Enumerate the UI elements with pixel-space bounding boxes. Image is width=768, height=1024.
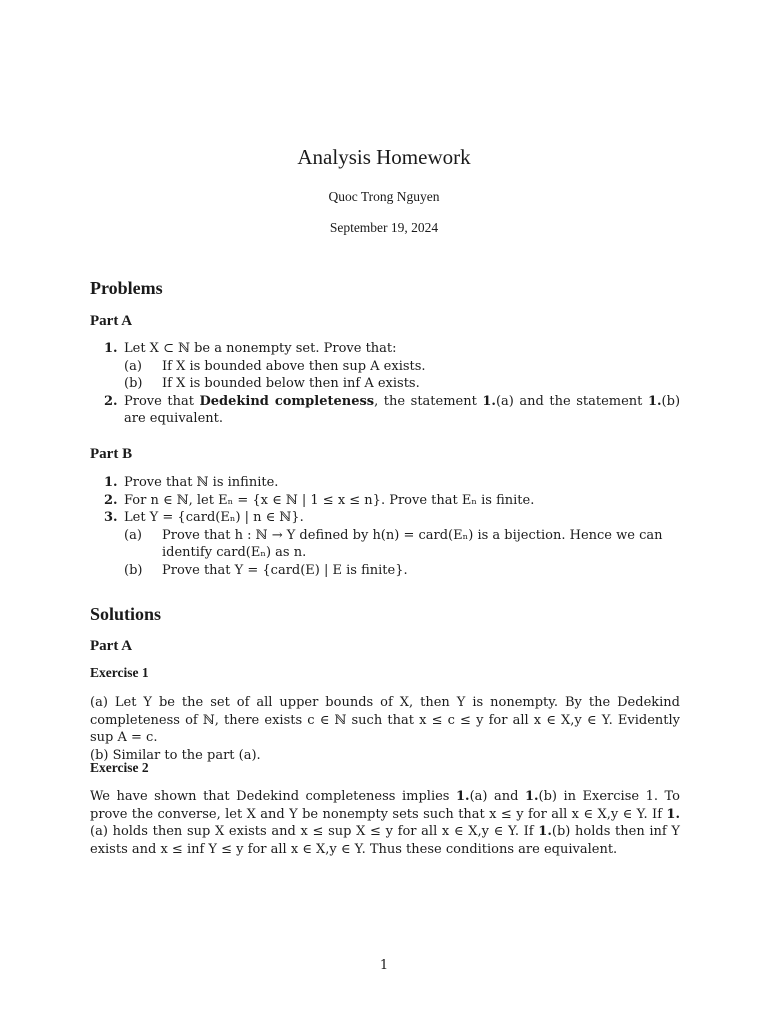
list-subitem [90, 562, 680, 580]
document-date: September 19, 2024 [329, 220, 439, 235]
subitem-label: (b) [124, 376, 143, 391]
subsection-heading-part-b: Part B [90, 446, 133, 462]
item-number: 2. [104, 492, 118, 508]
text-run: (b) holds then inf Y exists and x ≤ inf Y ≤ y for all x ∈ X,y ∈ Y. Thus these conditions are equivalent. [90, 824, 680, 857]
subitem-label: (a) [124, 527, 142, 543]
cross-ref: 1. [647, 393, 662, 409]
text-run: (b) in Exercise 1. To prove the converse, let X and Y be nonempty sets such that x ≤ y for all x ∈ X,y ∈ Y. If [90, 789, 680, 822]
item-text: Prove that [124, 393, 200, 409]
list-subitem [90, 527, 680, 562]
section-heading-problems: Problems [90, 278, 163, 298]
item-text: , the statement [374, 393, 483, 409]
item-number: 1. [104, 475, 118, 490]
exercise-2-heading: Exercise 2 [90, 760, 149, 775]
part-b-problem-list [90, 474, 680, 579]
item-number: 3. [104, 510, 118, 525]
cross-ref: 1. [482, 393, 496, 409]
exercise-1-heading: Exercise 1 [90, 665, 149, 680]
subitem-text: If X is bounded above then sup A exists. [162, 358, 426, 374]
list-subitem [90, 358, 680, 376]
list-subitem [90, 375, 680, 393]
document-author: Quoc Trong Nguyen [328, 189, 440, 204]
item-text: Let Y = {card(Eₙ) | n ∈ ℕ}. [124, 510, 304, 525]
item-text: (a) and the statement [495, 393, 648, 409]
part-a-problem-list [90, 340, 680, 428]
item-text: Prove that ℕ is infinite. [124, 475, 279, 490]
item-number: 1. [104, 341, 118, 356]
subitem-text: Prove that h : ℕ → Y defined by h(n) = card(Eₙ) is a bijection. Hence we can identify card(Eₙ) as n. [162, 527, 663, 560]
list-item [90, 340, 680, 358]
subitem-label: (a) [124, 358, 142, 374]
exercise-1-solution [90, 694, 680, 764]
subitem-text: If X is bounded below then inf A exists. [162, 376, 420, 391]
term-dedekind-completeness: Dedekind completeness [199, 393, 375, 409]
list-item [90, 509, 680, 527]
subsection-heading-solutions-part-a: Part A [90, 638, 133, 654]
cross-ref: 1. [666, 806, 680, 822]
cross-ref: 1. [538, 824, 552, 839]
text-run: (a) and [469, 789, 525, 804]
text-run: We have shown that Dedekind completeness implies [90, 789, 456, 804]
paragraph: (b) Similar to the part (a). [90, 747, 261, 763]
cross-ref: 1. [524, 789, 539, 804]
section-heading-solutions: Solutions [90, 604, 162, 624]
list-item [90, 474, 680, 492]
page-number: 1 [379, 958, 389, 973]
list-item [90, 393, 680, 428]
subitem-text: Prove that Y = {card(E) | E is finite}. [162, 562, 408, 578]
item-text: Let X ⊂ ℕ be a nonempty set. Prove that: [124, 341, 397, 356]
exercise-2-solution [90, 788, 680, 858]
item-text: For n ∈ ℕ, let Eₙ = {x ∈ ℕ | 1 ≤ x ≤ n}. Prove that Eₙ is finite. [124, 492, 535, 508]
subitem-label: (b) [124, 562, 143, 578]
list-item [90, 492, 680, 510]
subsection-heading-part-a: Part A [90, 313, 133, 329]
item-number: 2. [104, 393, 118, 409]
paragraph: (a) Let Y be the set of all upper bounds of X, then Y is nonempty. By the Dedekind completeness of ℕ, there exists c ∈ ℕ such that x ≤ c ≤ y for all x ∈ X,y ∈ Y. Evidently sup A = c. [90, 695, 680, 745]
cross-ref: 1. [455, 789, 470, 804]
paragraph [90, 788, 680, 858]
text-run: (a) holds then sup X exists and x ≤ sup X ≤ y for all x ∈ X,y ∈ Y. If [90, 824, 539, 839]
item-text: (b) are equivalent. [124, 393, 681, 426]
document-title: Analysis Homework [297, 145, 471, 169]
